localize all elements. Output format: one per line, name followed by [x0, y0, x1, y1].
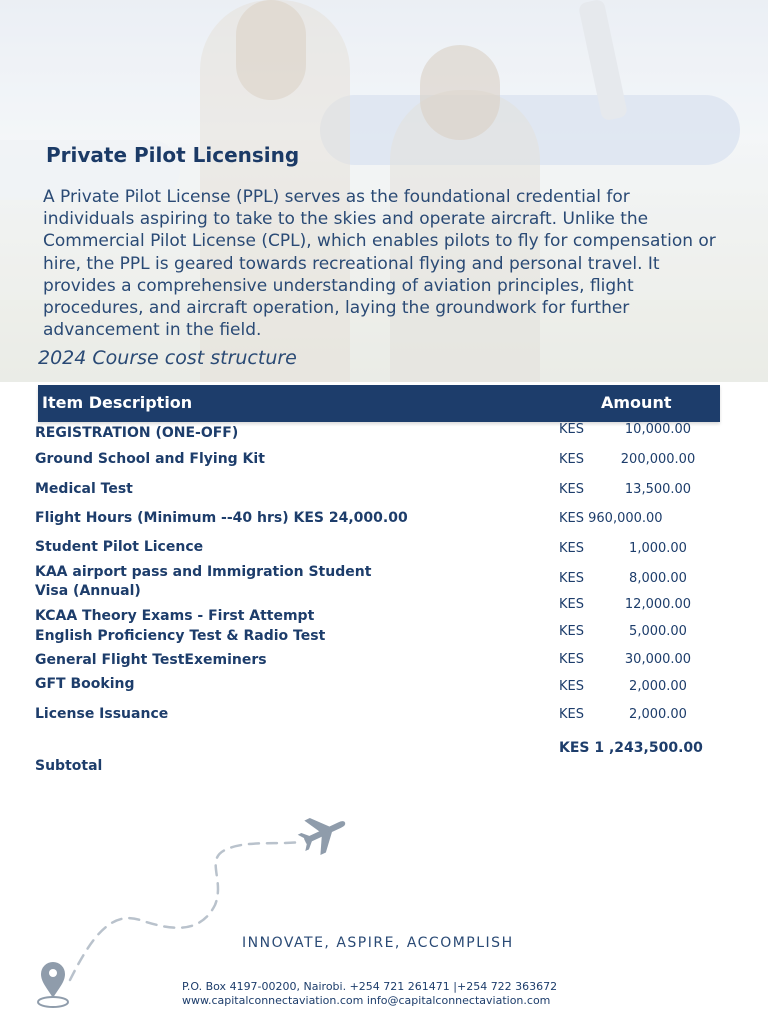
- table-row-item: GFT Booking: [35, 676, 135, 692]
- table-row-amount: [559, 541, 687, 556]
- amount-value: 12,000.00: [624, 597, 692, 612]
- col-amount: Amount: [601, 393, 672, 412]
- currency: KES: [559, 652, 584, 667]
- table-row-item: License Issuance: [35, 706, 169, 722]
- table-row-item: Student Pilot Licence: [35, 539, 204, 555]
- intro-paragraph: A Private Pilot License (PPL) serves as the foundational credential for individuals aspiring to take to the skies and operate aircraft. Unlike the Commercial Pilot License (CPL), which enables pilots to fly for compensation or hire, the PPL is geared towards recreational flying and personal travel. It provides a comprehensive understanding of aviation principles, flight procedures, and aircraft operation, laying the groundwork for further advancement in the field.: [43, 187, 716, 341]
- table-row-amount: [559, 482, 692, 497]
- currency: KES: [559, 452, 584, 467]
- amount-value: 960,000.00: [588, 511, 663, 526]
- amount-value: 1,000.00: [629, 541, 687, 556]
- table-row-amount: [559, 652, 692, 667]
- table-row-amount: [559, 597, 692, 612]
- course-subtitle: 2024 Course cost structure: [38, 347, 297, 369]
- currency: KES: [559, 541, 584, 556]
- subtotal-label: Subtotal: [35, 758, 103, 774]
- footer-contact: [182, 980, 602, 1008]
- amount-value: 2,000.00: [629, 707, 687, 722]
- table-row-amount: [559, 679, 687, 694]
- table-row-item: General Flight TestExeminers: [35, 652, 267, 668]
- table-row-amount: [559, 571, 687, 586]
- page-title: Private Pilot Licensing: [46, 143, 300, 167]
- subtotal-amount: KES 1 ,243,500.00: [559, 740, 703, 756]
- table-row-amount: [559, 452, 696, 467]
- airplane-icon: [293, 805, 353, 860]
- amount-value: 8,000.00: [629, 571, 687, 586]
- table-row-item: Ground School and Flying Kit: [35, 451, 265, 467]
- table-row-item: Flight Hours (Minimum --40 hrs) KES 24,000.00: [35, 510, 408, 526]
- currency: KES: [559, 707, 584, 722]
- currency: KES: [559, 422, 584, 437]
- amount-value: 200,000.00: [620, 452, 696, 467]
- footer-tagline: INNOVATE, ASPIRE, ACCOMPLISH: [242, 935, 514, 951]
- currency: KES: [559, 482, 584, 497]
- table-row-item: KCAA Theory Exams - First Attempt: [35, 608, 315, 624]
- currency: KES: [559, 511, 584, 526]
- table-row-item: REGISTRATION (ONE-OFF): [35, 425, 239, 441]
- table-row-amount: [559, 511, 663, 526]
- table-row-item: KAA airport pass and Immigration Student Visa (Annual): [35, 564, 372, 599]
- table-row-amount: [559, 707, 687, 722]
- amount-value: 2,000.00: [629, 679, 687, 694]
- table-row-amount: [559, 422, 692, 437]
- table-header: [38, 385, 720, 422]
- currency: KES: [559, 679, 584, 694]
- currency: KES: [559, 597, 584, 612]
- table-row-item: English Proficiency Test & Radio Test: [35, 628, 326, 644]
- table-row-item: Medical Test: [35, 481, 133, 497]
- amount-value: 5,000.00: [629, 624, 687, 639]
- contact-line: P.O. Box 4197-00200, Nairobi. +254 721 261471 |+254 722 363672: [182, 980, 558, 993]
- amount-value: 13,500.00: [624, 482, 692, 497]
- amount-value: 30,000.00: [624, 652, 692, 667]
- amount-value: 10,000.00: [624, 422, 692, 437]
- table-row-amount: [559, 624, 687, 639]
- currency: KES: [559, 571, 584, 586]
- web-email-line: www.capitalconnectaviation.com info@capitalconnectaviation.com: [182, 994, 551, 1007]
- location-pin-icon: [38, 962, 68, 1007]
- col-item-description: Item Description: [42, 393, 193, 412]
- currency: KES: [559, 624, 584, 639]
